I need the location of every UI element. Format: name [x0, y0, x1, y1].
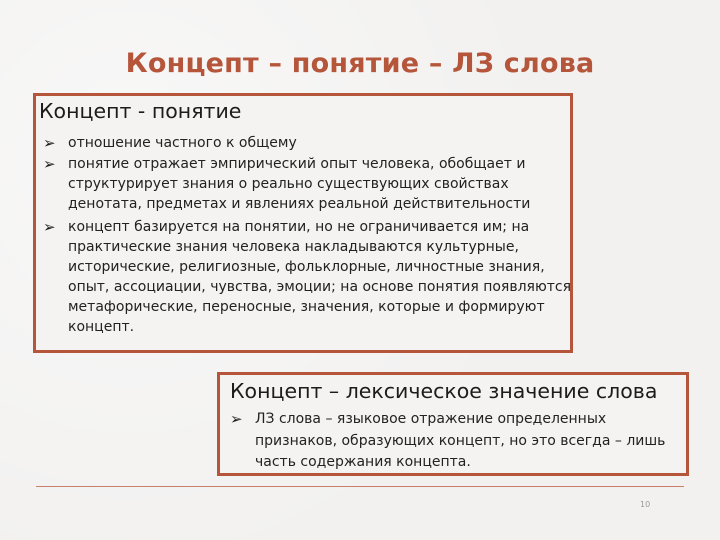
- list-item: [43, 154, 563, 214]
- arrow-bullet-icon: ➢: [43, 155, 56, 173]
- arrow-bullet-icon: ➢: [43, 218, 56, 236]
- concept-notion-box: [33, 93, 573, 353]
- list-item: [43, 133, 563, 153]
- arrow-bullet-icon: ➢: [43, 134, 56, 152]
- list-item-text: понятие отражает эмпирический опыт человека, обобщает и структурирует знания о реально существующих свойствах денотата, предметах и явлениях реальной действительности: [68, 156, 531, 212]
- concept-lexical-meaning-box: [217, 372, 689, 476]
- list-item-text: отношение частного к общему: [68, 135, 297, 151]
- footer-divider: [36, 486, 684, 487]
- slide-title: Концепт – понятие – ЛЗ слова: [125, 48, 595, 79]
- box-heading: Концепт - понятие: [39, 99, 242, 123]
- list-item: [230, 409, 685, 474]
- list-item-text: концепт базируется на понятии, но не ограничивается им; на практические знания человека накладываются культурные, исторические, религиозные, фольклорные, личностные знания, опыт, ассоциации, чувства, эмоции; на основе понятия появляются метафорические, переносные, значения, которые и формируют концепт.: [68, 219, 572, 335]
- list-item: [43, 217, 573, 337]
- box-heading: Концепт – лексическое значение слова: [230, 379, 658, 403]
- page-number: 10: [640, 500, 651, 509]
- arrow-bullet-icon: ➢: [230, 410, 243, 428]
- list-item-text: ЛЗ слова – языковое отражение определенных признаков, образующих концепт, но это всегда – лишь часть содержания концепта.: [255, 411, 666, 470]
